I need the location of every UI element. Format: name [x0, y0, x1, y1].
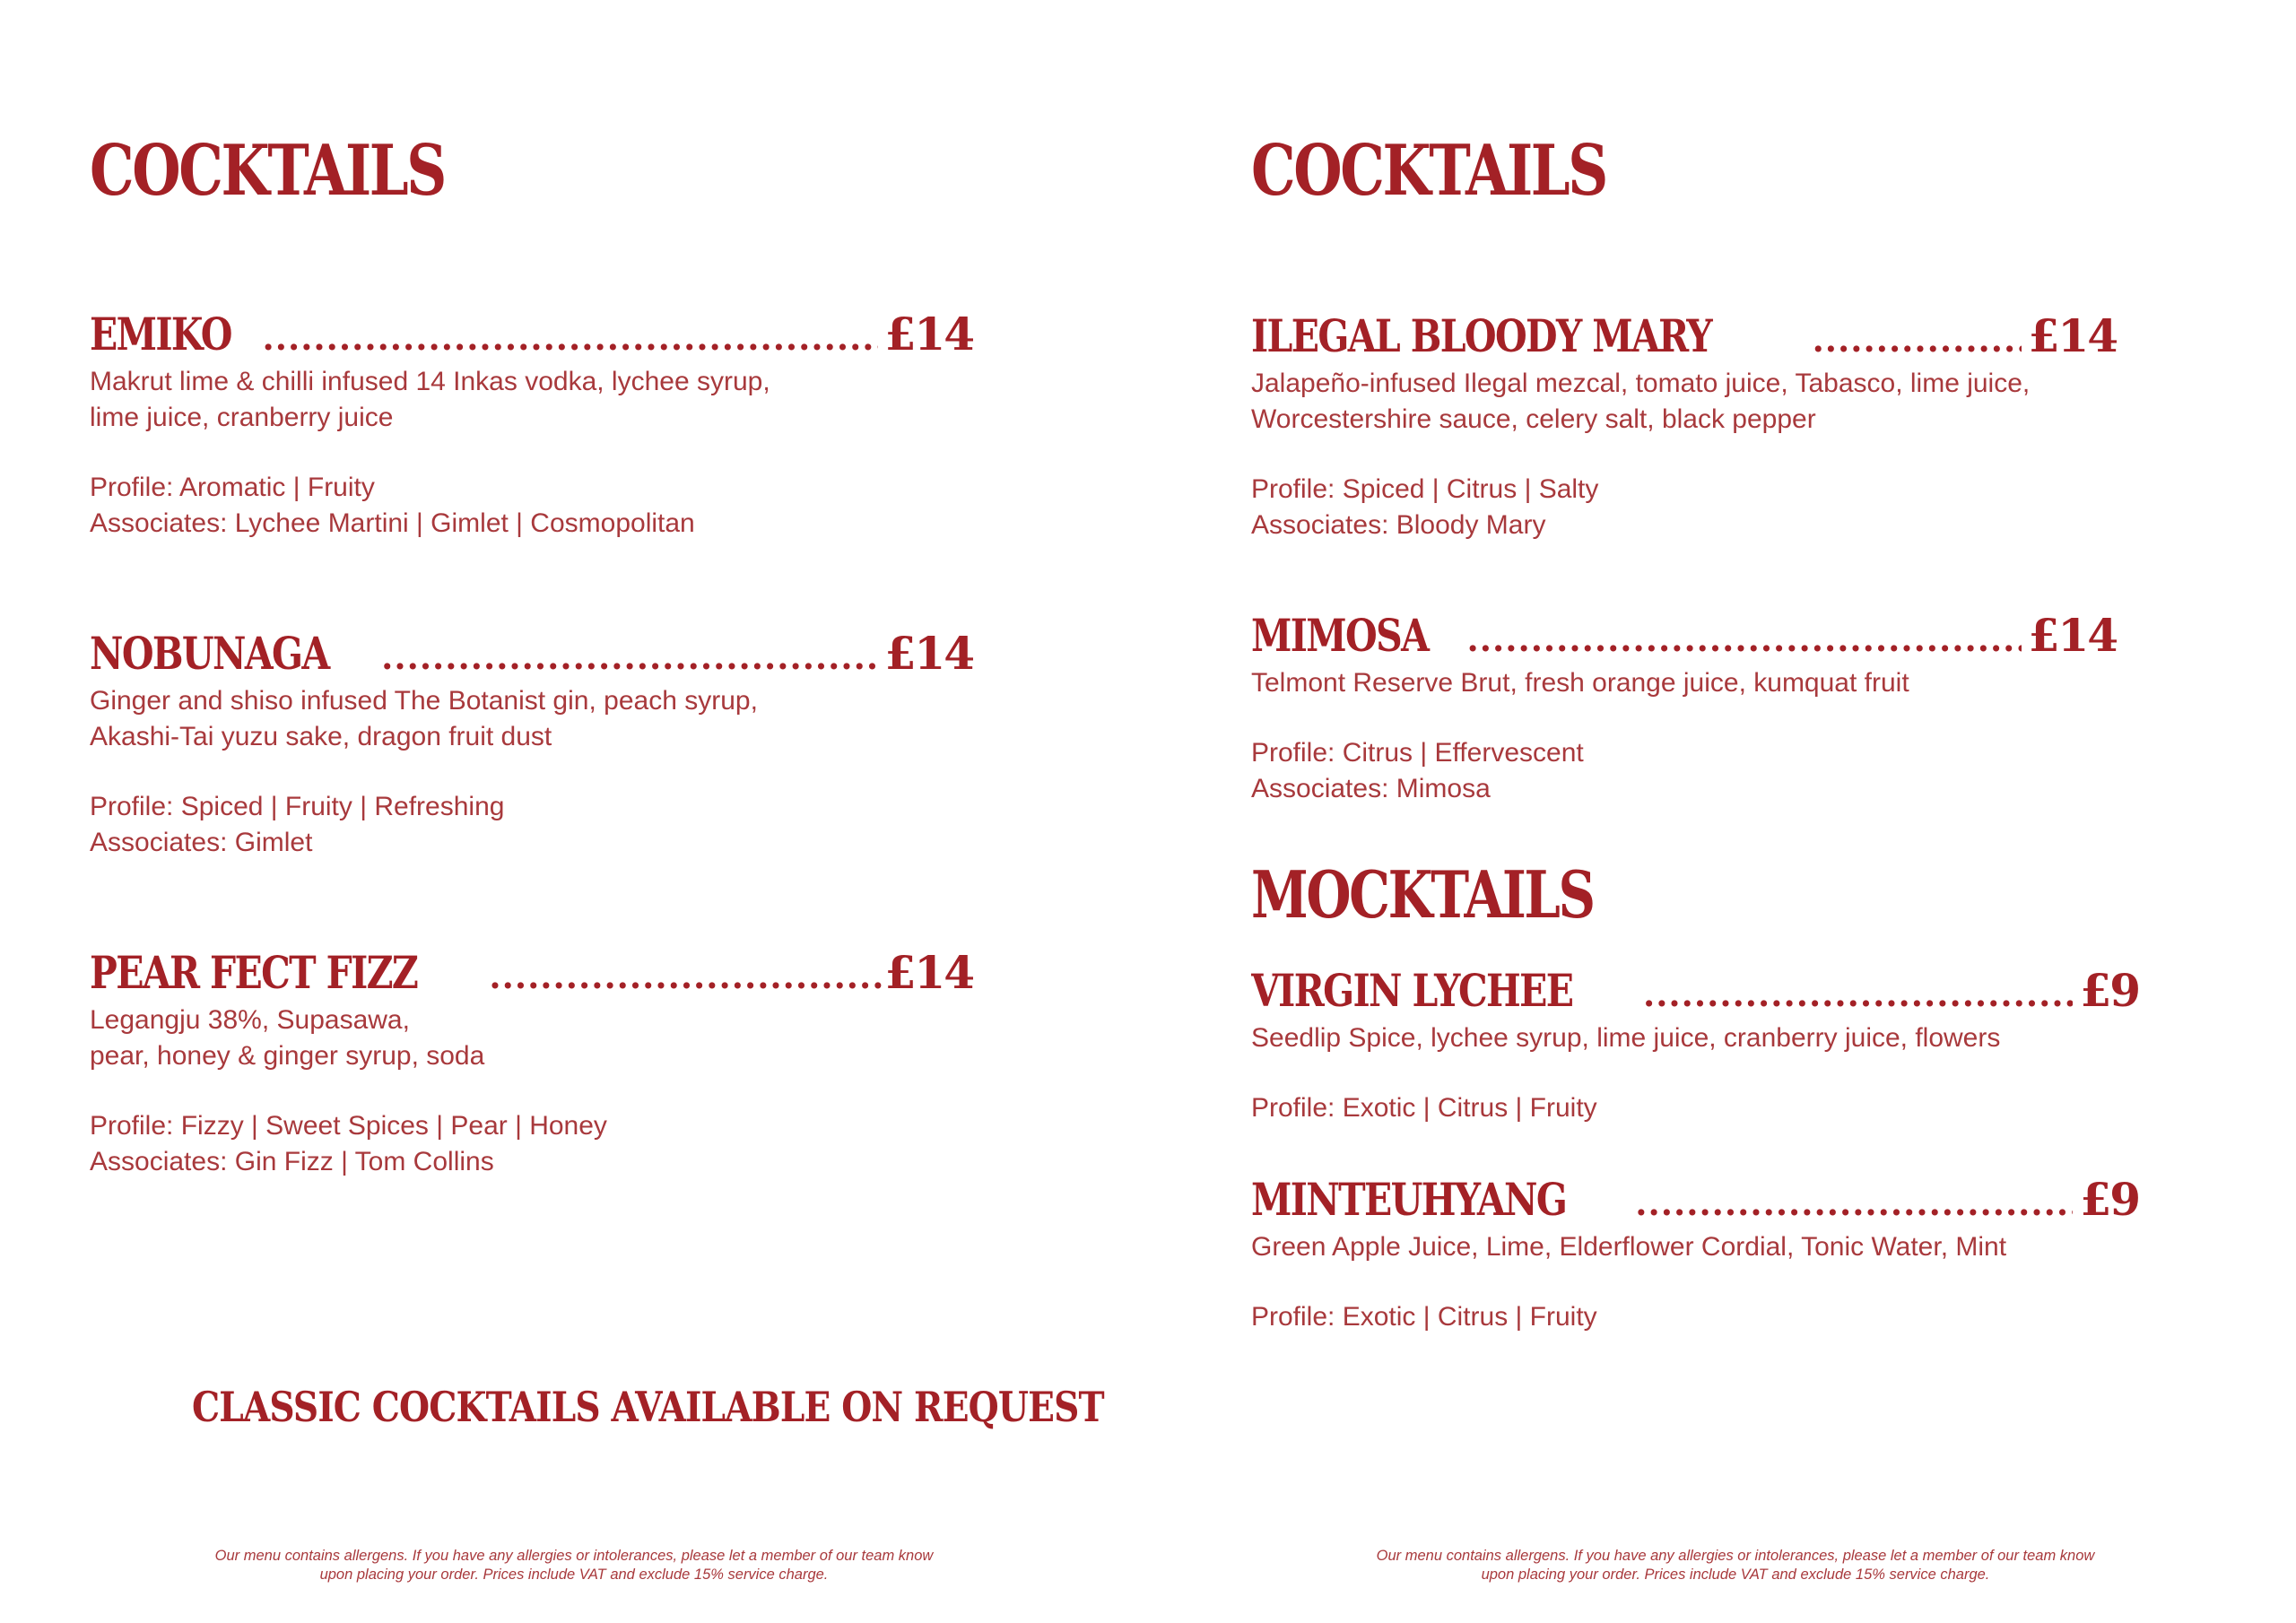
section-title-cocktails: COCKTAILS — [90, 130, 445, 212]
item-title-row — [90, 950, 973, 995]
item-price: £14 — [884, 312, 973, 357]
description-line: lime juice, cranberry juice — [90, 403, 394, 432]
item-description — [1251, 366, 2030, 543]
menu-item-minteuhyang — [1251, 1177, 2139, 1339]
footnote-line: upon placing your order. Prices include VAT and exclude 15% service charge. — [319, 1567, 829, 1583]
item-name: MIMOSA — [1251, 613, 1429, 658]
item-price: £14 — [884, 631, 973, 676]
item-profile: Profile: Exotic | Citrus | Fruity — [1251, 1302, 1597, 1332]
menu-item-mimosa — [1251, 613, 2117, 811]
description-line: Green Apple Juice, Lime, Elderflower Cordial, Tonic Water, Mint — [1251, 1232, 2007, 1262]
item-title-row — [1251, 613, 2117, 658]
dot-leader — [381, 640, 878, 674]
description-line: Akashi-Tai yuzu sake, dragon fruit dust — [90, 722, 552, 751]
item-profile: Profile: Fizzy | Sweet Spices | Pear | Honey — [90, 1111, 607, 1141]
item-name: ILEGAL BLOODY MARY — [1251, 314, 1711, 359]
allergen-footnote — [1287, 1547, 2184, 1584]
dot-leader — [263, 321, 878, 355]
item-name: NOBUNAGA — [90, 631, 329, 676]
item-price: £9 — [2080, 1177, 2139, 1222]
dot-leader — [489, 959, 884, 994]
dot-leader — [1643, 977, 2073, 1011]
item-associates: Associates: Gimlet — [90, 828, 313, 857]
item-name: EMIKO — [90, 312, 231, 357]
item-price: £14 — [884, 950, 973, 995]
item-name: MINTEUHYANG — [1251, 1177, 1567, 1222]
menu-item-virgin-lychee — [1251, 968, 2139, 1130]
menu-item-nobunaga — [90, 631, 973, 864]
footnote-line: Our menu contains allergens. If you have any allergies or intolerances, please let a member of our team know — [1376, 1548, 2095, 1564]
right-menu-page — [1148, 0, 2296, 1623]
item-price: £14 — [2028, 314, 2117, 359]
item-description — [1251, 665, 1909, 807]
item-profile: Profile: Aromatic | Fruity — [90, 473, 375, 502]
item-description — [90, 1002, 607, 1180]
item-description — [1251, 1020, 2000, 1126]
footnote-line: Our menu contains allergens. If you have any allergies or intolerances, please let a member of our team know — [214, 1548, 934, 1564]
item-price: £14 — [2028, 613, 2117, 658]
item-price: £9 — [2080, 968, 2139, 1013]
dot-leader — [1635, 1186, 2073, 1220]
item-profile: Profile: Spiced | Fruity | Refreshing — [90, 792, 505, 821]
item-description — [90, 683, 758, 861]
description-line: Worcestershire sauce, celery salt, black pepper — [1251, 404, 1816, 434]
description-line: Legangju 38%, Supasawa, — [90, 1005, 410, 1035]
menu-item-ilegal-bloody-mary — [1251, 314, 2117, 547]
item-associates: Associates: Bloody Mary — [1251, 510, 1546, 540]
item-associates: Associates: Gin Fizz | Tom Collins — [90, 1147, 494, 1176]
dot-leader — [1467, 622, 2022, 656]
item-profile: Profile: Exotic | Citrus | Fruity — [1251, 1093, 1597, 1123]
allergen-footnote — [126, 1547, 1022, 1584]
description-line: pear, honey & ginger syrup, soda — [90, 1041, 485, 1071]
item-name: PEAR FECT FIZZ — [90, 950, 418, 995]
description-line: Jalapeño-infused Ilegal mezcal, tomato juice, Tabasco, lime juice, — [1251, 369, 2031, 398]
item-profile: Profile: Citrus | Effervescent — [1251, 738, 1584, 768]
footnote-line: upon placing your order. Prices include VAT and exclude 15% service charge. — [1481, 1567, 1990, 1583]
item-title-row — [1251, 1177, 2139, 1222]
item-name: VIRGIN LYCHEE — [1251, 968, 1573, 1013]
item-title-row — [1251, 968, 2139, 1013]
section-title-cocktails: COCKTAILS — [1251, 130, 1606, 212]
description-line: Seedlip Spice, lychee syrup, lime juice, cranberry juice, flowers — [1251, 1023, 2001, 1053]
menu-item-pear-fect-fizz — [90, 950, 973, 1184]
description-line: Ginger and shiso infused The Botanist gin, peach syrup, — [90, 686, 758, 716]
section-title-mocktails: MOCKTAILS — [1251, 856, 1594, 933]
item-description — [1251, 1229, 2006, 1335]
dot-leader — [1813, 323, 2022, 357]
item-profile: Profile: Spiced | Citrus | Salty — [1251, 474, 1599, 504]
item-title-row — [90, 312, 973, 357]
description-line: Makrut lime & chilli infused 14 Inkas vodka, lychee syrup, — [90, 367, 770, 396]
item-associates: Associates: Lychee Martini | Gimlet | Cosmopolitan — [90, 508, 695, 538]
menu-item-emiko — [90, 312, 973, 545]
item-title-row — [90, 631, 973, 676]
item-associates: Associates: Mimosa — [1251, 774, 1491, 803]
classic-cocktails-note: CLASSIC COCKTAILS AVAILABLE ON REQUEST — [192, 1383, 1104, 1431]
item-title-row — [1251, 314, 2117, 359]
description-line: Telmont Reserve Brut, fresh orange juice, kumquat fruit — [1251, 668, 1909, 698]
item-description — [90, 364, 770, 542]
